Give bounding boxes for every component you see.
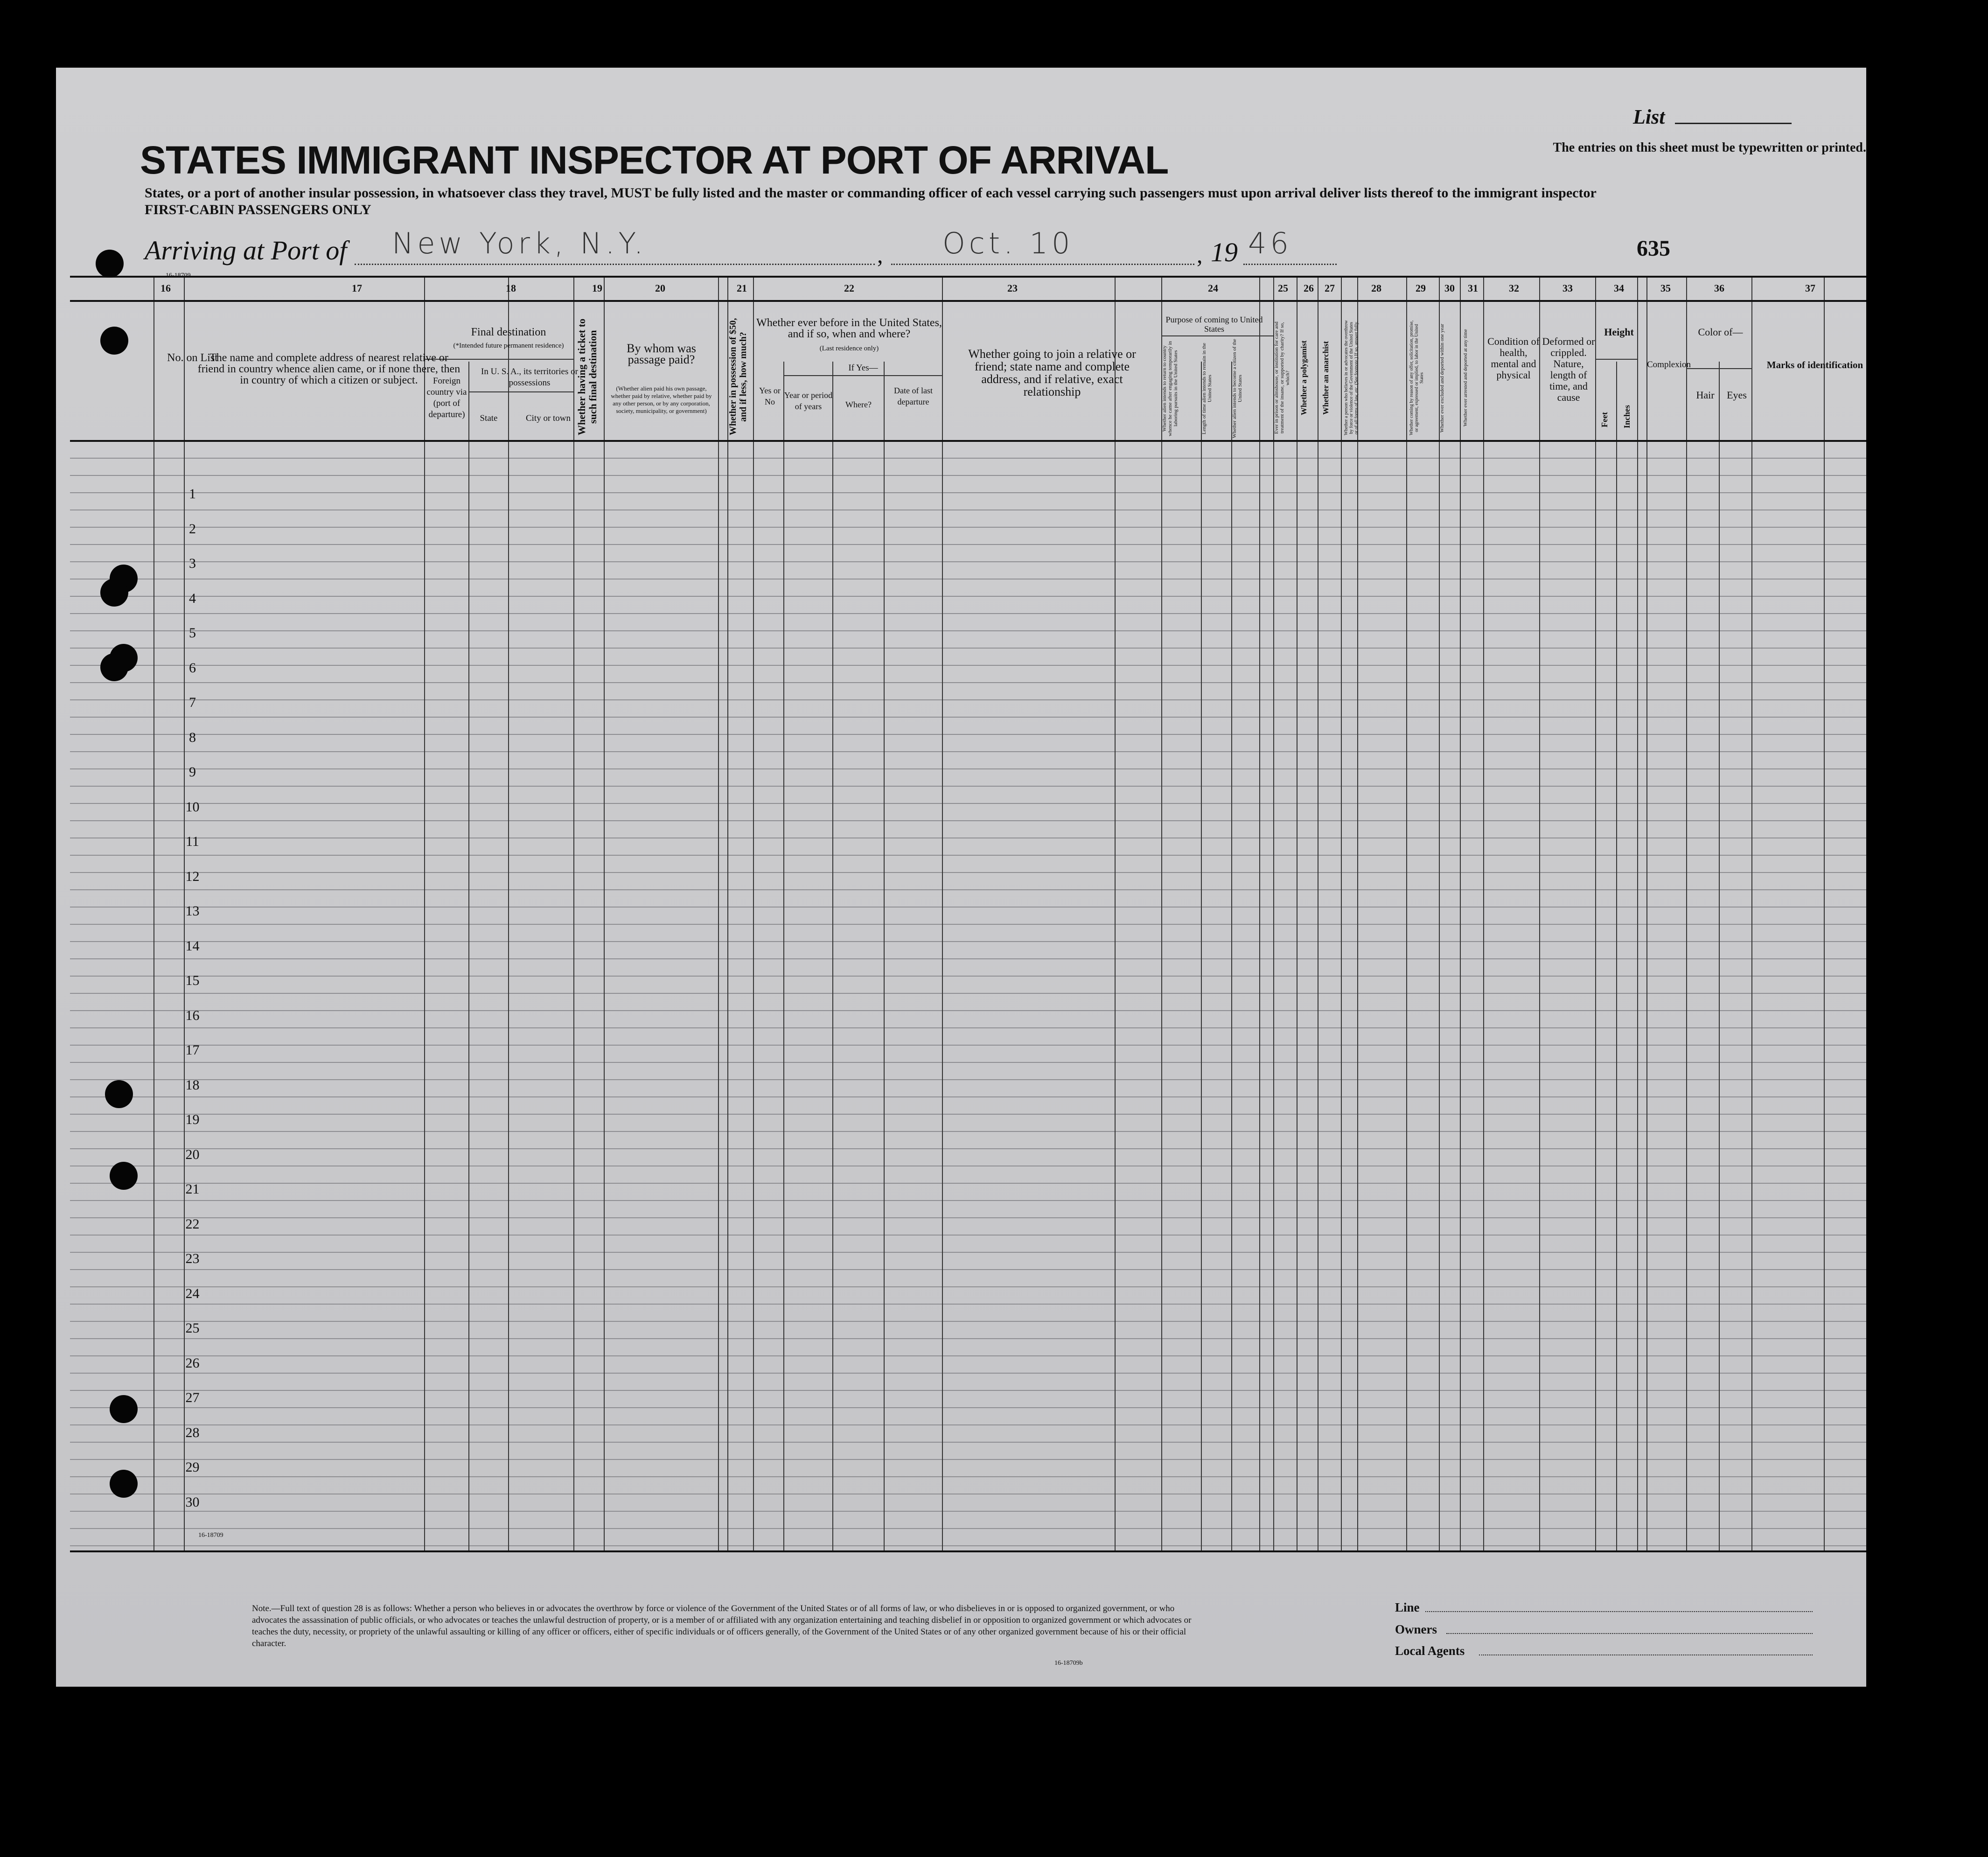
sheet-number: 635 — [1637, 236, 1670, 261]
punch-hole — [100, 327, 128, 355]
row-number: 8 — [189, 729, 196, 745]
line-field — [1425, 1611, 1813, 1612]
row-number: 4 — [189, 590, 196, 606]
row-number: 15 — [185, 973, 200, 988]
colnum-20: 20 — [655, 282, 665, 294]
colnum-36: 36 — [1714, 282, 1724, 294]
row-number: 10 — [185, 799, 200, 815]
row-number: 28 — [185, 1424, 200, 1440]
row-number: 11 — [186, 834, 199, 849]
header-col-22: Whether ever before in the United States, and if so, when and where? — [756, 317, 942, 340]
date-value: Oct. 10 — [942, 226, 1074, 260]
header-col-30: Whether ever excluded and deported within one year — [1439, 323, 1445, 433]
line-label: Line — [1395, 1600, 1420, 1614]
row-number: 14 — [185, 938, 200, 954]
header-col-35: Complexion — [1647, 360, 1691, 370]
header-col-18-usa: In U. S. A., its territories or possessions — [481, 367, 578, 388]
colnum-25: 25 — [1278, 282, 1288, 294]
header-col-36: Color of— — [1698, 326, 1743, 338]
colnum-37: 37 — [1805, 282, 1815, 294]
row-number: 16 — [185, 1007, 200, 1023]
header-col-23: Whether going to join a relative or friend; state name and complete address, and if relative, exact relationship — [968, 347, 1136, 398]
colnum-27: 27 — [1325, 282, 1335, 294]
row-number: 25 — [185, 1320, 200, 1336]
row-number: 1 — [189, 486, 196, 502]
row-number: 12 — [185, 868, 200, 884]
colnum-18: 18 — [506, 282, 516, 294]
punch-hole — [100, 579, 128, 607]
port-value: New York, N.Y. — [392, 226, 647, 260]
punch-hole — [100, 653, 128, 681]
row-number: 30 — [185, 1494, 200, 1510]
colnum-34: 34 — [1614, 282, 1624, 294]
colnum-22: 22 — [844, 282, 854, 294]
form-number-note: 16-18709b — [1054, 1660, 1083, 1667]
colnum-16: 16 — [160, 282, 171, 294]
row-number: 13 — [185, 903, 200, 919]
header-col-22-year: Year or period of years — [784, 391, 833, 411]
header-col-22-ifyes: If Yes— — [848, 363, 878, 373]
header-col-18-state: State — [480, 413, 498, 423]
header-col-33: Deformed or crippled. Nature, length of time, and cause — [1542, 335, 1595, 403]
punch-hole — [96, 250, 124, 278]
header-col-34-inches: Inches — [1622, 405, 1632, 428]
header-col-34: Height — [1604, 326, 1634, 338]
header-col-18: Final destination — [471, 326, 546, 338]
colnum-23: 23 — [1007, 282, 1018, 294]
arriving-label: Arriving at Port of — [145, 235, 347, 265]
row-number: 7 — [189, 695, 196, 710]
row-number: 18 — [185, 1077, 200, 1093]
row-number: 9 — [189, 764, 196, 780]
header-col-24: Purpose of coming to United States — [1165, 315, 1263, 334]
punch-hole — [105, 1080, 133, 1108]
row-number: 29 — [185, 1459, 200, 1475]
header-col-18-foreign: Foreign country via (port of departure) — [426, 376, 467, 419]
colnum-29: 29 — [1416, 282, 1426, 294]
header-col-24-citizen: Whether alien intends to become a citizen of the United States — [1232, 339, 1243, 438]
colnum-21: 21 — [737, 282, 747, 294]
header-col-22-where: Where? — [845, 400, 872, 409]
row-number: 5 — [189, 625, 196, 641]
colnum-24: 24 — [1208, 282, 1218, 294]
header-col-22-yesno: Yes or No — [759, 386, 781, 406]
row-number: 6 — [189, 660, 196, 676]
owners-field — [1446, 1633, 1813, 1634]
colnum-19: 19 — [592, 282, 602, 294]
punch-hole — [110, 1395, 138, 1423]
row-number: 22 — [185, 1216, 200, 1232]
table-grid — [56, 68, 1866, 1687]
header-col-37: Marks of identification — [1766, 359, 1863, 370]
colnum-26: 26 — [1304, 282, 1314, 294]
row-number: 2 — [189, 521, 196, 537]
colnum-17: 17 — [352, 282, 362, 294]
header-col-28: Whether a person who believes in or advocates the overthrow by force or violence of the Government of the United States or of all forms of law, etc. (See footnote.) If so, answer fully. — [1344, 320, 1359, 436]
header-col-17: The name and complete address of nearest relative or friend in country whence alien came, or if none there, then in country of which a citizen or subject. — [197, 352, 460, 386]
header-col-21: Whether in possession of $50, and if less, how much? — [728, 318, 748, 436]
manifest-sheet: List The entries on this sheet must be typewritten or printed. STATES IMMIGRANT INSPECTOR AT PORT OF ARRIVAL States, or a port of another insular possession, in whatsoever class they travel, MUST be fully listed and the master or commanding officer of each vessel carrying such passengers must upon arrival deliver lists thereof to the immigrant inspector FIRST-CABIN PASSENGERS ONLY Arriving at Port of New York, N.Y. , Oct. 10 , 19 46 635 16-18709 16 No. on List 17 The name and complete address of nearest relative or friend in country whence alien came, or if none there, then in country of which a citizen or subject. 18 Final destination (*Intended future permanent residence) Foreign country via (port of departure) In U. S. A., its territories or possessions State City or town 19 Whether having a ticket to such final destination 20 By whom was passage paid? (Whether alien paid his own passage, whether paid by relative, whether paid by any other person, or by any corporation, society, municipality, or government) 21 Whether in possession of $50, and if less, how much? 22 Whether ever before in the United States, and if so, when and where? (Last residence only) Yes or No If Yes— Year or period of years Where? Date of last departure 23 Whether going to join a relative or friend; state name and complete address, and if relative, exact relationship 24 Purpose of coming to United States Whether alien intends to return to country whence he came after engaging temporarily in laboring pursuits in the United States Length of time alien intends to remain in the United States Whether alien intends to become a citizen of the United States 25 Ever in prison or almshouse, or institution for care and treatment of the insane, or supported by charity? If so, which? 26 Whether a polygamist 27 Whether an anarchist 28 Whether a person who believes in or advocates the overthrow by force or violence of the Government of the United States or of all forms of law, etc. (See footnote.) If so, answer fully. 29 Whether coming by reason of any offer, solicitation, promise, or agreement, expressed or implied, to labor in the United States 30 Whether ever excluded and deported within one year 31 Whether ever arrested and deported at any time 32 Condition of health, mental and physical 33 Deformed or crippled. Nature, length of time, and cause 34 Height Feet Inches 35 Complexion 36 Color of— Hair Eyes 37 Marks of identification 1 2 3 4 5 6 7 8 9 10 11 12 13 14 15 16 17 18 19 20 21 22 23 24 25 26 27 28 29 30 16-18709 Note.—Full text of question 28 is as follows: Whether a person who believes in or advocates the overthrow by force or violence of the Government of the United States or of all forms of law, or who disbelieves in or is opposed to organized government, or who advocates the assassination of public officials, or who advocates or teaches the unlawful destruction of property, or is a member of or affiliated with any organization entertaining and teaching disbelief in or opposition to organized government or which advocates or teaches the duty, necessity, or propriety of the unlawful assaulting or killing of any officer or officers, either of specific individuals or of officers generally, of the Government of the United States or of any other organized government because of his or their official character. 16-18709b Line Owners Local Agents — [56, 68, 1866, 1687]
header-col-22-date: Date of last departure — [894, 386, 933, 406]
header-col-36-eyes: Eyes — [1727, 389, 1747, 401]
header-col-32: Condition of health, mental and physical — [1487, 335, 1540, 381]
header-col-36-hair: Hair — [1696, 389, 1715, 401]
form-number-table: 16-18709 — [198, 1532, 223, 1539]
punch-hole — [110, 1162, 138, 1190]
list-label: List — [1633, 105, 1665, 128]
row-number: 27 — [185, 1390, 200, 1405]
colnum-32: 32 — [1509, 282, 1519, 294]
owners-label: Owners — [1395, 1622, 1437, 1636]
header-col-19: Whether having a ticket to such final destination — [576, 318, 599, 435]
header-col-20-sub: (Whether alien paid his own passage, whether paid by relative, whether paid by any other person, or by any corporation, society, municipality, or government) — [611, 385, 712, 414]
header-col-20: By whom was passage paid? — [627, 342, 696, 366]
row-number: 23 — [185, 1251, 200, 1266]
colnum-30: 30 — [1444, 282, 1455, 294]
header-col-16: No. on List — [167, 352, 218, 364]
header-col-18-sub: (*Intended future permanent residence) — [453, 342, 564, 349]
header-col-25: Ever in prison or almshouse, or institution for care and treatment of the insane, or supported by charity? If so, which? — [1274, 321, 1290, 434]
row-number: 19 — [185, 1112, 200, 1127]
header-col-24-return: Whether alien intends to return to country whence he came after engaging temporarily in laboring pursuits in the United States — [1162, 341, 1179, 436]
row-number: 3 — [189, 556, 196, 571]
colnum-31: 31 — [1468, 282, 1478, 294]
header-col-22-sub: (Last residence only) — [819, 345, 879, 352]
year-prefix: 19 — [1211, 237, 1238, 267]
header-col-18-city: City or town — [525, 413, 571, 423]
header-col-26: Whether a polygamist — [1299, 340, 1308, 416]
local-agents-label: Local Agents — [1395, 1644, 1465, 1658]
instructions-text: States, or a port of another insular possession, in whatsoever class they travel, MUST be fully listed and the master or commanding officer of each vessel carrying such passengers must upon arrival deliver lists thereof to the immigrant inspector — [145, 185, 1597, 201]
entries-note: The entries on this sheet must be typewritten or printed. — [1553, 140, 1866, 155]
header-col-24-length: Length of time alien intends to remain in the United States — [1201, 342, 1213, 434]
header-col-31: Whether ever arrested and deported at any time — [1463, 329, 1468, 427]
page-title: STATES IMMIGRANT INSPECTOR AT PORT OF ARRIVAL — [140, 138, 1169, 182]
row-number: 24 — [185, 1285, 200, 1301]
header-col-29: Whether coming by reason of any offer, solicitation, promise, or agreement, expressed or implied, to labor in the United States — [1409, 320, 1424, 436]
colnum-28: 28 — [1371, 282, 1381, 294]
header-col-34-feet: Feet — [1600, 412, 1609, 428]
header-col-27: Whether an anarchist — [1321, 341, 1330, 415]
punch-hole — [110, 1470, 138, 1498]
colnum-33: 33 — [1562, 282, 1573, 294]
form-number-top: 16-18709 — [166, 272, 191, 279]
year-value: 46 — [1248, 226, 1292, 260]
cabin-class-label: FIRST-CABIN PASSENGERS ONLY — [145, 202, 371, 217]
row-number: 21 — [185, 1181, 200, 1197]
colnum-35: 35 — [1660, 282, 1671, 294]
row-number: 26 — [185, 1355, 200, 1371]
row-number: 20 — [185, 1146, 200, 1162]
footnote-question-28: Note.—Full text of question 28 is as follows: Whether a person who believes in or advocates the overthrow by force or violence of the Government of the United States or of all forms of law, or who disbelieves in or is opposed to organized government, or who advocates the assassination of public officials, or who advocates or teaches the unlawful destruction of property, or is a member of or affiliated with any organization entertaining and teaching disbelief in or opposition to organized government or which advocates or teaches the duty, necessity, or propriety of the unlawful assaulting or killing of any officer or officers, either of specific individuals or of officers generally, of the Government of the United States or of any other organized government because of his or their official character. — [252, 1604, 1192, 1648]
row-number: 17 — [185, 1042, 200, 1058]
